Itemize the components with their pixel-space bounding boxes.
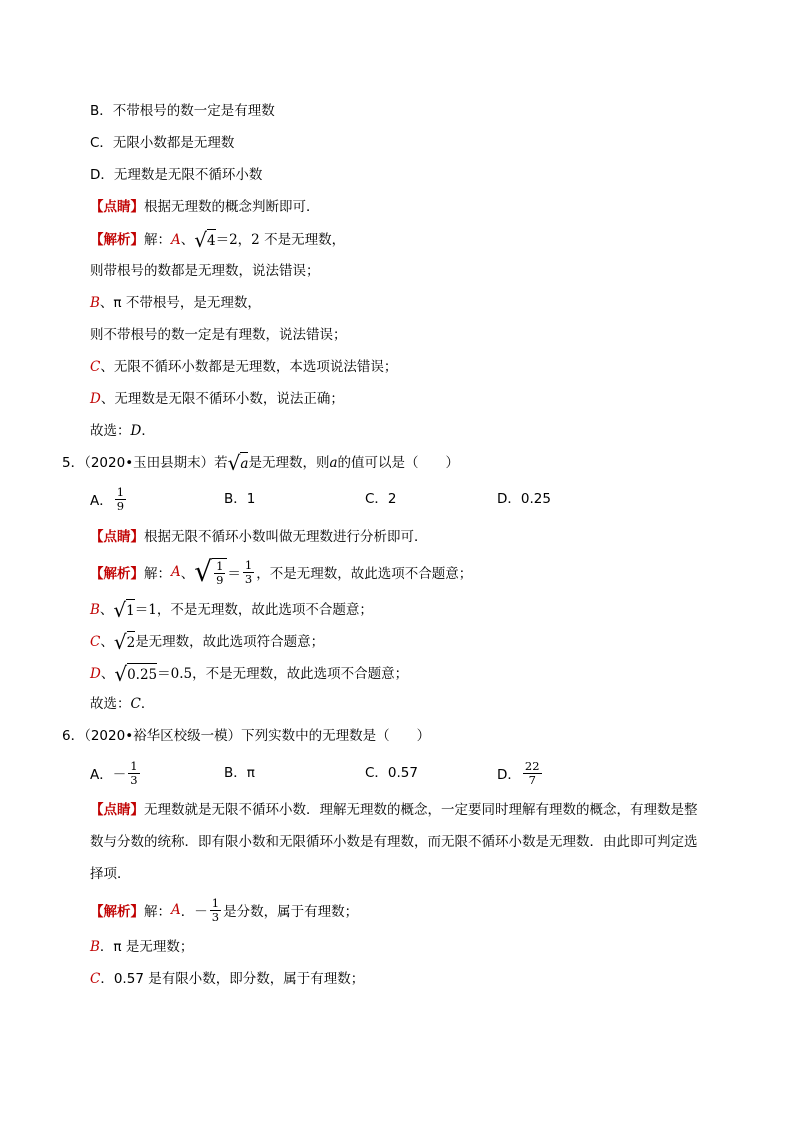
stem-middle: 是无理数，则 — [248, 455, 330, 471]
hint-text: 根据无理数的概念判断即可． — [144, 199, 320, 215]
hint-tag: 【点睛】 — [90, 199, 144, 215]
equals: ＝ — [227, 566, 241, 582]
radical-sign: √ — [113, 598, 127, 622]
analysis-prefix: 解： — [144, 232, 171, 248]
radical-sign: √ — [194, 228, 207, 252]
radicand: 2 — [127, 631, 136, 653]
q5-option-c: C．2 — [365, 491, 397, 507]
numerator: 1 — [216, 558, 224, 573]
option-label: A．－ — [90, 767, 127, 783]
radicand: 4 — [207, 229, 216, 251]
fraction — [243, 559, 254, 586]
radical-sign: √ — [227, 451, 241, 475]
option-d: D．无理数是无限不循环小数 — [90, 167, 263, 183]
sqrt-expression — [113, 599, 134, 621]
sqrt-expression — [228, 452, 249, 474]
radicand: 1 — [126, 599, 135, 621]
analysis-text: 、无限不循环小数都是无理数，本选项说法错误； — [100, 359, 398, 375]
analysis-line-4: 则不带根号的数一定是有理数，说法错误； — [90, 327, 347, 343]
q5-answer-line — [90, 694, 154, 714]
q5-hint-line — [90, 527, 428, 547]
option-label: A． — [90, 493, 113, 509]
analysis-text: 是无理数，故此选项符合题意； — [135, 634, 325, 650]
radical-sign: √ — [194, 555, 213, 588]
option-label: D． — [497, 767, 521, 783]
hint-text: 根据无限不循环小数叫做无理数进行分析即可． — [144, 529, 428, 545]
q6-option-a — [90, 756, 142, 790]
label-c: C — [90, 359, 101, 375]
numerator: 1 — [116, 484, 125, 499]
sqrt-expression — [194, 229, 215, 251]
q5-option-d: D．0.25 — [497, 491, 551, 507]
radicand — [212, 558, 227, 587]
stem-prefix: 5．（2020•玉田县期末）若 — [62, 455, 228, 471]
q5-analysis-line-4 — [90, 662, 409, 686]
radical-sign: √ — [113, 630, 127, 654]
label-d: D — [90, 391, 101, 407]
analysis-text: 、无理数是无限不循环小数，说法正确； — [100, 391, 344, 407]
separator: 、 — [180, 232, 195, 248]
analysis-prefix: 解： — [144, 904, 171, 920]
q6-option-c: C．0.57 — [365, 765, 418, 781]
answer-prefix: 故选： — [90, 423, 131, 439]
analysis-text: ．0.57 是有限小数，即分数，属于有理数； — [100, 971, 365, 987]
denominator: 3 — [130, 772, 138, 787]
q6-option-d — [497, 756, 544, 790]
answer-end: ． — [140, 696, 155, 712]
answer-value: C — [130, 696, 141, 712]
analysis-tag: 【解析】 — [90, 566, 144, 582]
separator: 、 — [100, 666, 115, 682]
analysis-text: ．π 是无理数； — [99, 939, 194, 955]
hint-tag: 【点睛】 — [90, 529, 144, 545]
radicand: a — [240, 452, 248, 474]
answer-prefix: 故选： — [90, 696, 131, 712]
fraction — [214, 560, 225, 587]
q6-hint-line-2: 数与分数的统称．即有限小数和无限循环小数是有理数，而无限不循环小数是无理数．由此即可判定选 — [90, 834, 698, 850]
label-b: B — [90, 295, 100, 311]
analysis-line-2: 则带根号的数都是无理数，说法错误； — [90, 263, 320, 279]
analysis-text: ＝2，2 不是无理数， — [215, 232, 346, 248]
numerator: 1 — [211, 895, 220, 910]
fraction — [115, 486, 126, 513]
q5-option-a — [90, 482, 128, 516]
label-c: C — [90, 634, 101, 650]
separator: 、 — [180, 566, 195, 582]
separator: 、 — [100, 634, 114, 650]
denominator: 9 — [116, 498, 125, 513]
q5-analysis-line-2 — [90, 598, 373, 622]
question-6-stem: 6．（2020•裕华区校级一模）下列实数中的无理数是（ ） — [62, 728, 431, 744]
analysis-text: 是分数，属于有理数； — [223, 904, 359, 920]
numerator: 1 — [130, 758, 138, 773]
sqrt-expression — [114, 631, 135, 653]
label-d: D — [90, 666, 101, 682]
analysis-tag: 【解析】 — [90, 232, 144, 248]
label-b: B — [90, 602, 100, 618]
analysis-line-6 — [90, 389, 344, 409]
q5-option-b: B．1 — [224, 491, 256, 507]
q6-analysis-line-3 — [90, 969, 364, 989]
hint-line — [90, 197, 320, 217]
answer-line — [90, 421, 155, 441]
q6-hint-line-3: 择项． — [90, 866, 131, 882]
fraction — [210, 897, 221, 924]
label-a: A — [171, 232, 181, 248]
q6-analysis-line-1 — [90, 893, 358, 927]
q6-analysis-line-2 — [90, 937, 193, 957]
answer-value: D — [130, 423, 142, 439]
sqrt-expression — [194, 557, 227, 587]
numerator: 1 — [244, 557, 253, 572]
label-a: A — [171, 564, 181, 580]
answer-end: ． — [141, 423, 155, 439]
q5-analysis-line-3 — [90, 630, 325, 654]
analysis-prefix: 解： — [144, 566, 171, 582]
fraction — [128, 760, 139, 787]
hint-tag: 【点睛】 — [90, 802, 144, 818]
option-c: C．无限小数都是无理数 — [90, 135, 235, 151]
stem-suffix: 的值可以是（ ） — [337, 455, 460, 471]
analysis-line-5 — [90, 357, 397, 377]
analysis-line-3 — [90, 293, 261, 313]
sqrt-expression — [114, 663, 157, 685]
denominator: 9 — [216, 572, 224, 587]
denominator: 3 — [211, 909, 220, 924]
label-c: C — [90, 971, 101, 987]
q5-analysis-line-1 — [90, 554, 472, 590]
analysis-text: ，不是无理数，故此选项不合题意； — [256, 566, 473, 582]
label-b: B — [90, 939, 100, 955]
q6-option-b: B．π — [224, 765, 255, 781]
radicand: 0.25 — [127, 663, 157, 685]
analysis-text: 、π 不带根号，是无理数， — [99, 295, 261, 311]
option-b: B．不带根号的数一定是有理数 — [90, 103, 275, 119]
numerator: 22 — [524, 758, 540, 773]
label-a: A — [171, 902, 181, 918]
separator: 、 — [99, 602, 114, 618]
q6-hint-line-1 — [90, 800, 698, 820]
radical-sign: √ — [114, 662, 128, 686]
denominator: 7 — [528, 772, 536, 787]
fraction — [523, 760, 542, 787]
analysis-tag: 【解析】 — [90, 904, 144, 920]
question-5-stem — [62, 451, 460, 475]
analysis-text: ＝1，不是无理数，故此选项不合题意； — [134, 602, 373, 618]
denominator: 3 — [244, 571, 253, 586]
separator: ．－ — [180, 904, 208, 920]
analysis-line-1 — [90, 228, 346, 252]
hint-text: 无理数就是无限不循环小数．理解无理数的概念，一定要同时理解有理数的概念，有理数是整 — [144, 802, 698, 818]
analysis-text: ＝0.5，不是无理数，故此选项不合题意； — [157, 666, 409, 682]
stem-variable: a — [329, 455, 338, 471]
